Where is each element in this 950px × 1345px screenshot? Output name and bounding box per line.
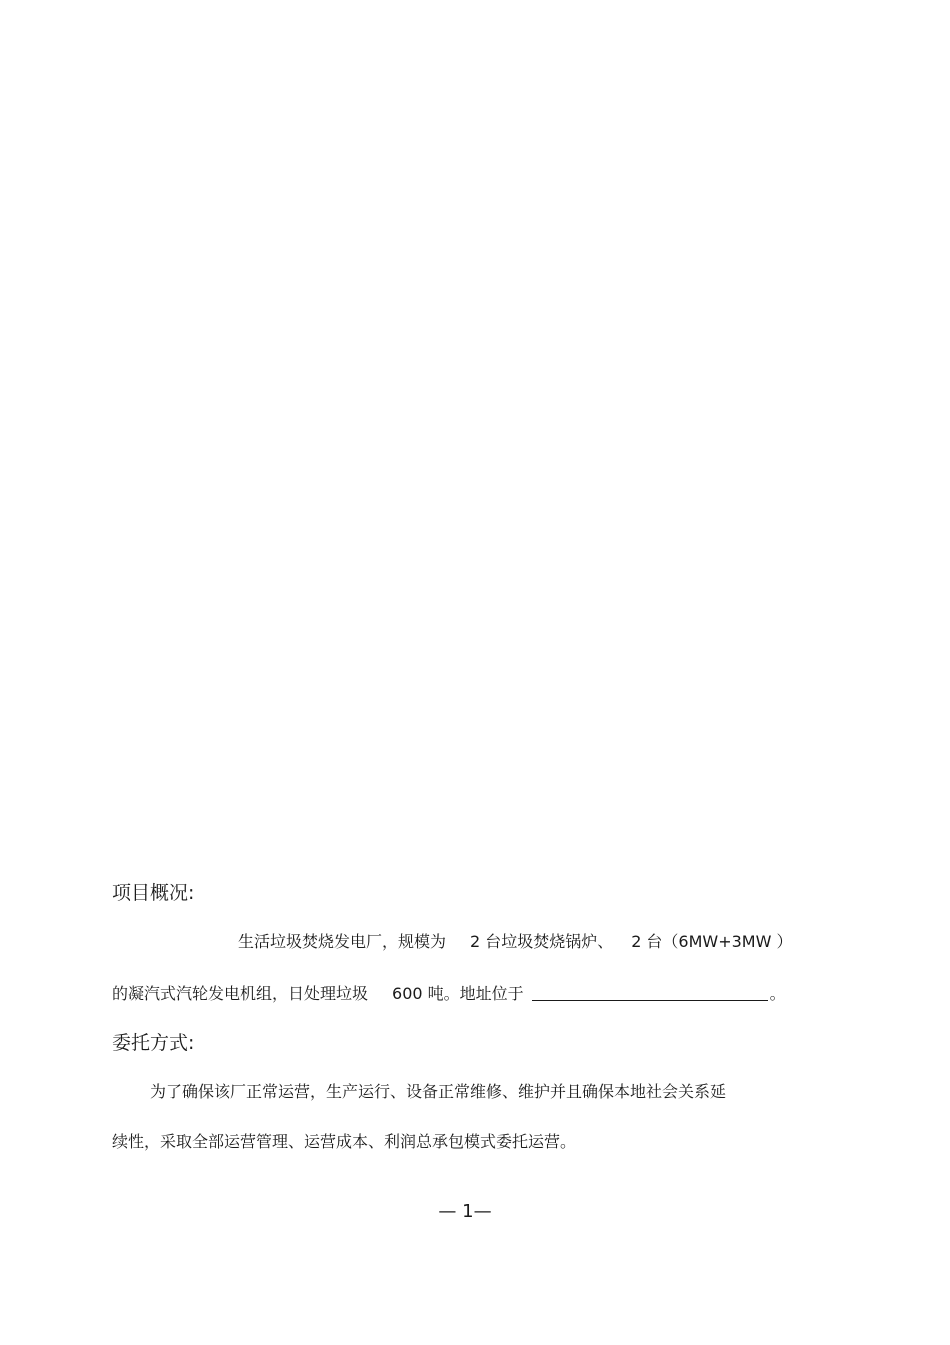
overview-text: 的凝汽式汽轮发电机组，日处理垃圾	[112, 984, 369, 1003]
daily-capacity: 600	[392, 984, 423, 1003]
overview-text: 台（6MW+3MW ）	[646, 932, 793, 951]
overview-text: 台垃圾焚烧锅炉、	[485, 932, 614, 951]
boilers-count: 2	[470, 932, 481, 951]
overview-heading: 项目概况:	[112, 882, 195, 904]
overview-text: 生活垃圾焚烧发电厂，规模为	[238, 932, 447, 951]
overview-text: 吨。地址位于	[427, 984, 524, 1003]
mode-paragraph-line-1: 为了确保该厂正常运营，生产运行、设备正常维修、维护并且确保本地社会关系延	[150, 1082, 727, 1101]
address-blank-line	[532, 984, 768, 1001]
overview-text: 。	[769, 984, 786, 1003]
overview-paragraph-line-2	[112, 983, 786, 1005]
mode-heading: 委托方式:	[112, 1032, 195, 1054]
overview-paragraph-line-1	[238, 931, 793, 953]
page-number: — 1—	[438, 1201, 492, 1222]
mode-paragraph-line-2: 续性，采取全部运营管理、运营成本、利润总承包模式委托运营。	[112, 1132, 577, 1151]
turbines-count: 2	[631, 932, 642, 951]
